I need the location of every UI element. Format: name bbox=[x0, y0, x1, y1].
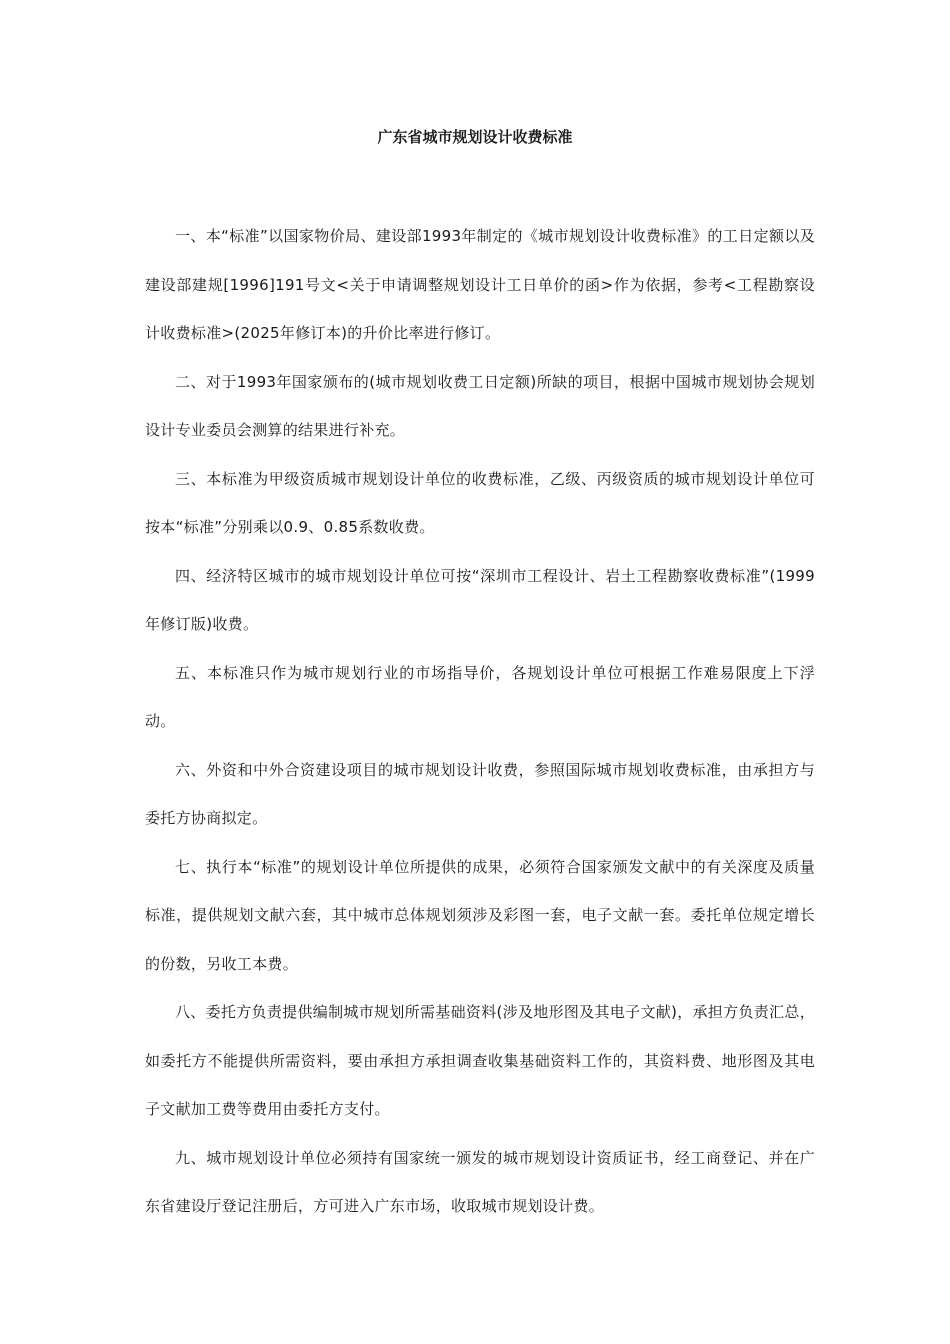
document-title: 广东省城市规划设计收费标准 bbox=[377, 128, 573, 146]
document-body bbox=[145, 212, 815, 1231]
paragraph-5: 五、本标准只作为城市规划行业的市场指导价，各规划设计单位可根据工作难易限度上下浮动。 bbox=[145, 663, 815, 730]
paragraph-4: 四、经济特区城市的城市规划设计单位可按“深圳市工程设计、岩土工程勘察收费标准”(1999年修订版)收费。 bbox=[145, 566, 815, 633]
paragraph-6: 六、外资和中外合资建设项目的城市规划设计收费，参照国际城市规划收费标准，由承担方与委托方协商拟定。 bbox=[145, 760, 815, 827]
paragraph-1: 一、本“标准”以国家物价局、建设部1993年制定的《城市规划设计收费标准》的工日定额以及建设部建规[1996]191号文<关于申请调整规划设计工日单价的函>作为依据，参考<工程勘察设计收费标准>(2025年修订本)的升价比率进行修订。 bbox=[145, 227, 815, 342]
paragraph-7: 七、执行本“标准”的规划设计单位所提供的成果，必须符合国家颁发文献中的有关深度及质量标准，提供规划文献六套，其中城市总体规划须涉及彩图一套，电子文献一套。委托单位规定增长的份数，另收工本费。 bbox=[145, 857, 815, 973]
paragraph-2: 二、对于1993年国家颁布的(城市规划收费工日定额)所缺的项目，根据中国城市规划协会规划设计专业委员会测算的结果进行补充。 bbox=[145, 372, 815, 439]
paragraph-8: 八、委托方负责提供编制城市规划所需基础资料(涉及地形图及其电子文献)，承担方负责汇总，如委托方不能提供所需资料，要由承担方承担调查收集基础资料工作的，其资料费、地形图及其电子文献加工费等费用由委托方支付。 bbox=[145, 1003, 815, 1118]
paragraph-9: 九、城市规划设计单位必须持有国家统一颁发的城市规划设计资质证书，经工商登记、并在广东省建设厅登记注册后，方可进入广东市场，收取城市规划设计费。 bbox=[145, 1148, 815, 1215]
paragraph-3: 三、本标准为甲级资质城市规划设计单位的收费标准，乙级、丙级资质的城市规划设计单位可按本“标准”分别乘以0.9、0.85系数收费。 bbox=[145, 469, 815, 536]
